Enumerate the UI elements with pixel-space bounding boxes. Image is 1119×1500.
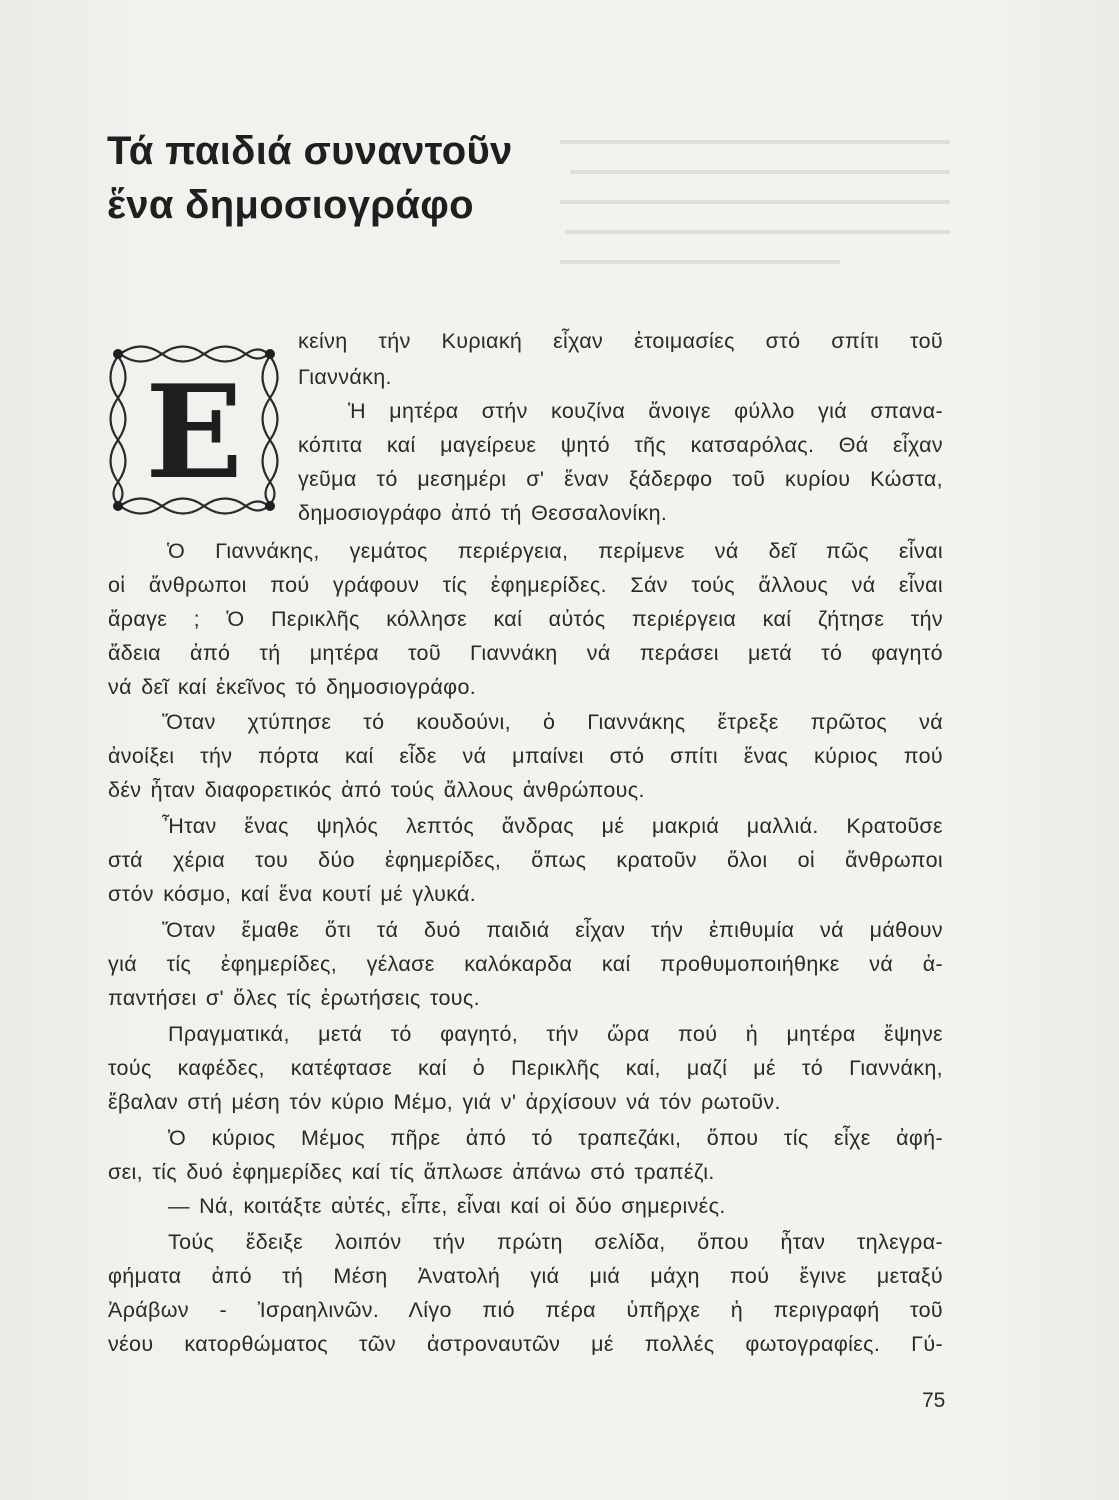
- page-number: 75: [922, 1389, 946, 1412]
- text-line: δημοσιογράφο ἀπό τή Θεσσαλονίκη.: [298, 501, 668, 525]
- chapter-title: [107, 124, 513, 232]
- text-line: Ὅταν χτύπησε τό κουδούνι, ὁ Γιαννάκης ἔτρεξε πρῶτος νά: [162, 710, 943, 734]
- text-line: Γιαννάκη.: [298, 365, 392, 389]
- text-line: Ὁ Γιαννάκης, γεμάτος περιέργεια, περίμενε νά δεῖ πῶς εἶναι: [167, 539, 943, 563]
- text-line: Τούς ἔδειξε λοιπόν τήν πρώτη σελίδα, ὅπου ἦταν τηλεγρα-: [168, 1230, 943, 1254]
- show-through-text-decoration: [560, 132, 960, 292]
- ornamental-drop-cap: [104, 340, 284, 520]
- text-line: ἄραγε ; Ὁ Περικλῆς κόλλησε καί αὐτός περιέργεια καί ζήτησε τήν: [108, 607, 943, 631]
- text-line: κείνη τήν Κυριακή εἶχαν ἑτοιμασίες στό σπίτι τοῦ: [298, 329, 943, 353]
- text-line: στά χέρια του δύο ἐφημερίδες, ὅπως κρατοῦν ὅλοι οἱ ἄνθρωποι: [108, 848, 943, 872]
- text-line: τούς καφέδες, κατέφτασε καί ὁ Περικλῆς καί, μαζί μέ τό Γιαννάκη,: [108, 1056, 943, 1080]
- chapter-title-line-2: ἕνα δημοσιογράφο: [107, 183, 474, 227]
- text-line: — Νά, κοιτάξτε αὐτές, εἶπε, εἶναι καί οἱ δύο σημερινές.: [168, 1194, 726, 1218]
- text-line: νά δεῖ καί ἐκεῖνος τό δημοσιογράφο.: [108, 675, 477, 699]
- drop-cap-letter: Ε: [145, 358, 243, 508]
- text-line: Ὅταν ἔμαθε ὅτι τά δυό παιδιά εἶχαν τήν ἐπιθυμία νά μάθουν: [162, 918, 943, 942]
- text-line: Ἀράβων - Ἰσραηλινῶν. Λίγο πιό πέρα ὑπῆρχε ἡ περιγραφή τοῦ: [108, 1298, 943, 1322]
- text-line: ἔβαλαν στή μέση τόν κύριο Μέμο, γιά ν' ἀρχίσουν νά τόν ρωτοῦν.: [108, 1090, 781, 1114]
- chapter-title-line-1: Τά παιδιά συναντοῦν: [107, 129, 513, 173]
- text-line: παντήσει σ' ὅλες τίς ἐρωτήσεις τους.: [108, 986, 480, 1010]
- text-line: σει, τίς δυό ἐφημερίδες καί τίς ἅπλωσε ἀπάνω στό τραπέζι.: [108, 1160, 715, 1184]
- text-line: νέου κατορθώματος τῶν ἀστροναυτῶν μέ πολλές φωτογραφίες. Γύ-: [108, 1332, 943, 1356]
- text-line: Πραγματικά, μετά τό φαγητό, τήν ὥρα πού ἡ μητέρα ἔψηνε: [168, 1022, 943, 1046]
- text-line: κόπιτα καί μαγείρευε ψητό τῆς κατσαρόλας. Θά εἶχαν: [298, 433, 943, 457]
- text-line: δέν ἦταν διαφορετικός ἀπό τούς ἄλλους ἀνθρώπους.: [108, 778, 645, 802]
- text-line: Ἦταν ἕνας ψηλός λεπτός ἄνδρας μέ μακριά μαλλιά. Κρατοῦσε: [162, 814, 943, 838]
- text-line: ἀνοίξει τήν πόρτα καί εἶδε νά μπαίνει στό σπίτι ἕνας κύριος πού: [108, 744, 943, 768]
- text-line: γεῦμα τό μεσημέρι σ' ἕναν ξάδερφο τοῦ κυρίου Κώστα,: [298, 467, 943, 491]
- text-line: Ἡ μητέρα στήν κουζίνα ἄνοιγε φύλλο γιά σπανα-: [348, 399, 943, 423]
- text-line: ἄδεια ἀπό τή μητέρα τοῦ Γιαννάκη νά περάσει μετά τό φαγητό: [108, 641, 943, 665]
- text-line: οἱ ἄνθρωποι πού γράφουν τίς ἐφημερίδες. Σάν τούς ἄλλους νά εἶναι: [108, 573, 943, 597]
- text-line: φήματα ἀπό τή Μέση Ἀνατολή γιά μιά μάχη πού ἔγινε μεταξύ: [108, 1264, 943, 1288]
- text-line: γιά τίς ἐφημερίδες, γέλασε καλόκαρδα καί προθυμοποιήθηκε νά ἀ-: [108, 952, 943, 976]
- text-line: στόν κόσμο, καί ἕνα κουτί μέ γλυκά.: [108, 882, 477, 906]
- text-line: Ὁ κύριος Μέμος πῆρε ἀπό τό τραπεζάκι, ὅπου τίς εἶχε ἀφή-: [168, 1126, 943, 1150]
